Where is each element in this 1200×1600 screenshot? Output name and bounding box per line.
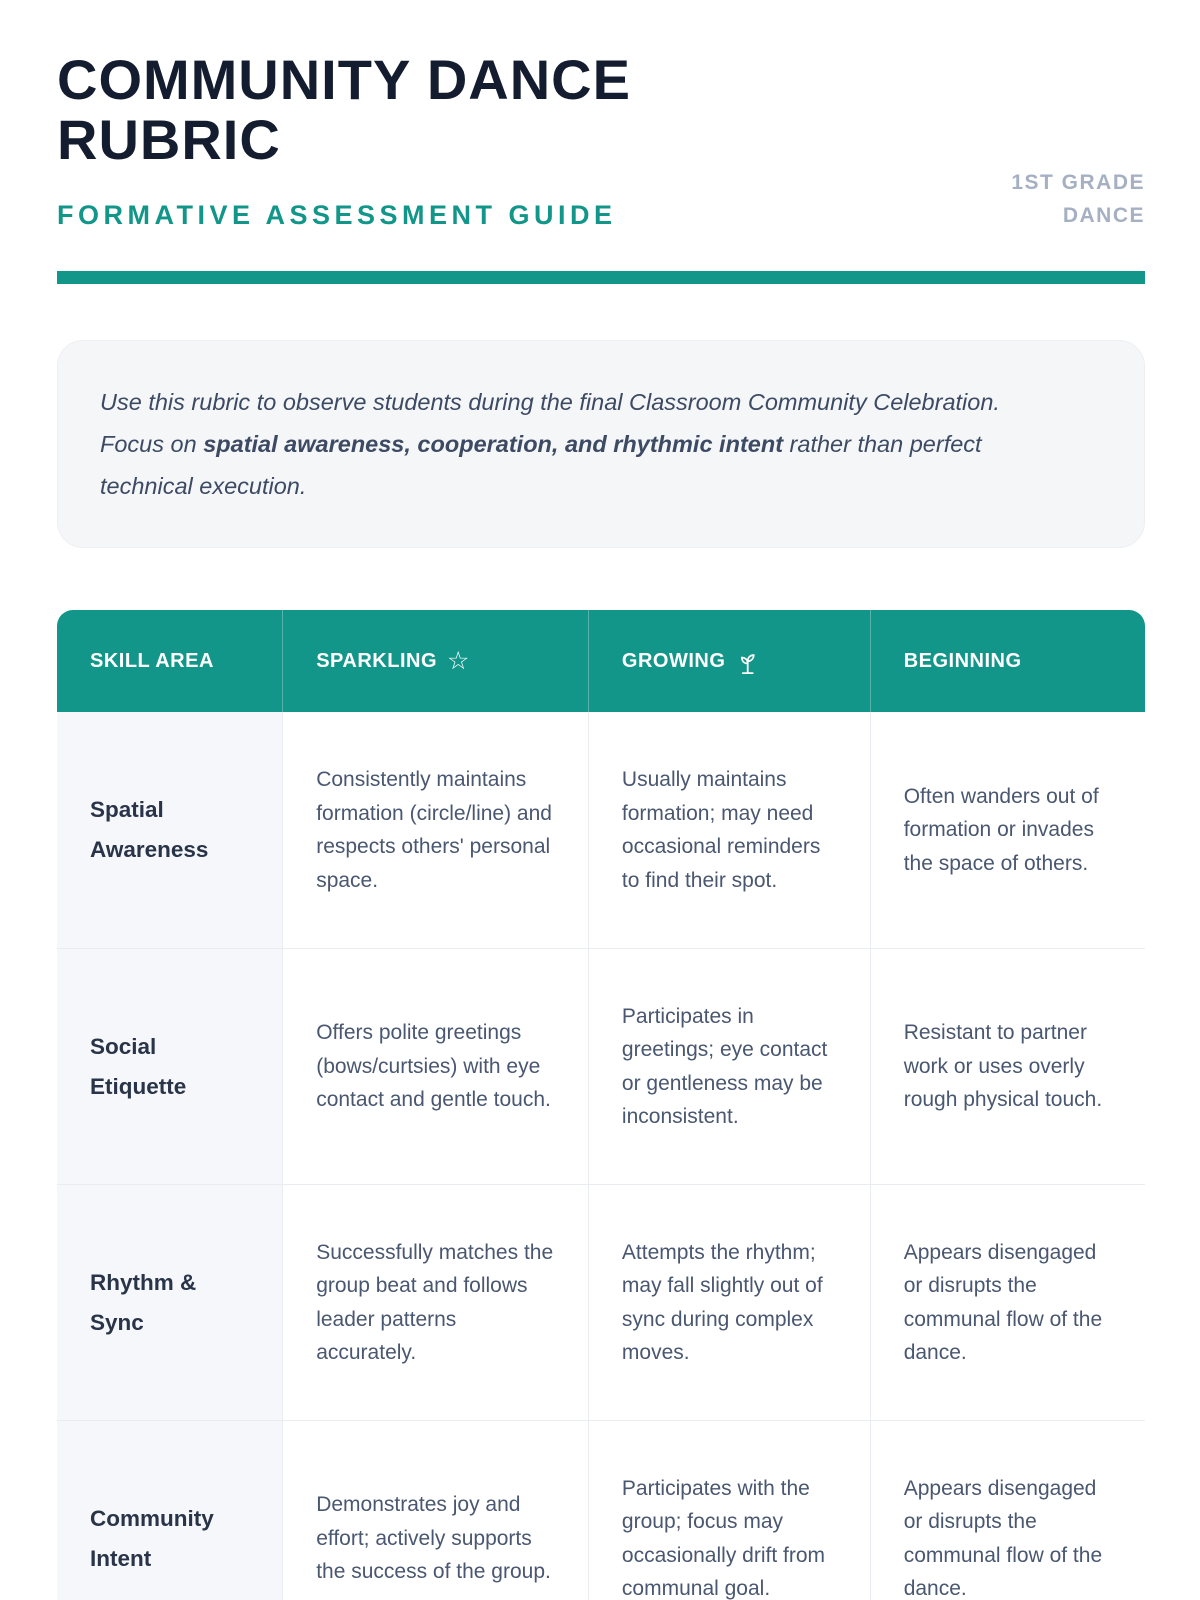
column-header-label: SPARKLING — [316, 649, 438, 672]
cell-text: Participates in greetings; eye contact or gentleness may be inconsistent. — [621, 1004, 828, 1128]
skill-cell-spatial-awareness — [57, 712, 282, 948]
cell-text: Successfully matches the group beat and follows leader patterns accurately. — [316, 1240, 554, 1364]
rubric-table — [57, 610, 1145, 1600]
rubric-cell — [870, 948, 1145, 1184]
skill-label: Social Etiquette — [90, 1033, 187, 1099]
intro-text — [100, 381, 1060, 507]
sprout-icon — [735, 650, 760, 675]
rubric-cell — [588, 948, 870, 1184]
rubric-cell — [588, 1420, 870, 1600]
page-subtitle: FORMATIVE ASSESSMENT GUIDE — [57, 200, 617, 230]
cell-text: Often wanders out of formation or invades the space of others. — [903, 784, 1099, 875]
rubric-cell — [588, 712, 870, 948]
rubric-cell — [588, 1184, 870, 1420]
intro-text-suffix: rather than perfect technical execution. — [100, 431, 982, 499]
intro-text-bold: spatial awareness, cooperation, and rhythmic intent — [203, 431, 784, 457]
cell-text: Appears disengaged or disrupts the communal flow of the dance. — [903, 1240, 1103, 1364]
star-icon: ☆ — [447, 646, 470, 675]
skill-cell-social-etiquette — [57, 948, 282, 1184]
grade-label — [1011, 166, 1145, 232]
rubric-cell — [282, 712, 588, 948]
intro-note — [57, 340, 1145, 548]
skill-cell-rhythm-sync — [57, 1184, 282, 1420]
column-header-label: BEGINNING — [903, 649, 1022, 672]
column-header-growing — [588, 610, 870, 712]
column-header-skill-area — [57, 610, 282, 712]
cell-text: Attempts the rhythm; may fall slightly out of sync during complex moves. — [621, 1240, 823, 1364]
grade-line-2: DANCE — [1062, 204, 1145, 227]
rubric-cell — [870, 1420, 1145, 1600]
cell-text: Demonstrates joy and effort; actively supports the success of the group. — [316, 1493, 551, 1584]
column-header-label: GROWING — [621, 649, 726, 672]
column-header-sparkling — [282, 610, 588, 712]
rubric-cell — [282, 948, 588, 1184]
accent-divider-bar — [57, 271, 1145, 284]
page-title: COMMUNITY DANCE RUBRIC — [57, 48, 631, 171]
rubric-cell — [870, 712, 1145, 948]
column-header-beginning — [870, 610, 1145, 712]
skill-label: Community Intent — [90, 1505, 214, 1571]
rubric-cell — [870, 1184, 1145, 1420]
rubric-cell — [282, 1420, 588, 1600]
document-header — [57, 50, 1145, 231]
cell-text: Appears disengaged or disrupts the communal flow of the dance. — [903, 1476, 1103, 1600]
skill-label: Rhythm & Sync — [90, 1269, 197, 1335]
rubric-cell — [282, 1184, 588, 1420]
intro-text-prefix: Use this rubric to observe students during the final Classroom Community Celebration. Focus on — [100, 389, 1000, 457]
cell-text: Usually maintains formation; may need occasional reminders to find their spot. — [621, 768, 821, 892]
cell-text: Offers polite greetings (bows/curtsies) with eye contact and gentle touch. — [316, 1021, 551, 1112]
cell-text: Consistently maintains formation (circle/line) and respects others' personal space. — [316, 768, 552, 892]
skill-cell-community-intent — [57, 1420, 282, 1600]
column-header-label: SKILL AREA — [90, 649, 214, 672]
grade-line-1: 1ST GRADE — [1011, 171, 1145, 194]
cell-text: Resistant to partner work or uses overly rough physical touch. — [903, 1021, 1103, 1112]
cell-text: Participates with the group; focus may occasionally drift from communal goal. — [621, 1476, 825, 1600]
skill-label: Spatial Awareness — [90, 797, 209, 862]
